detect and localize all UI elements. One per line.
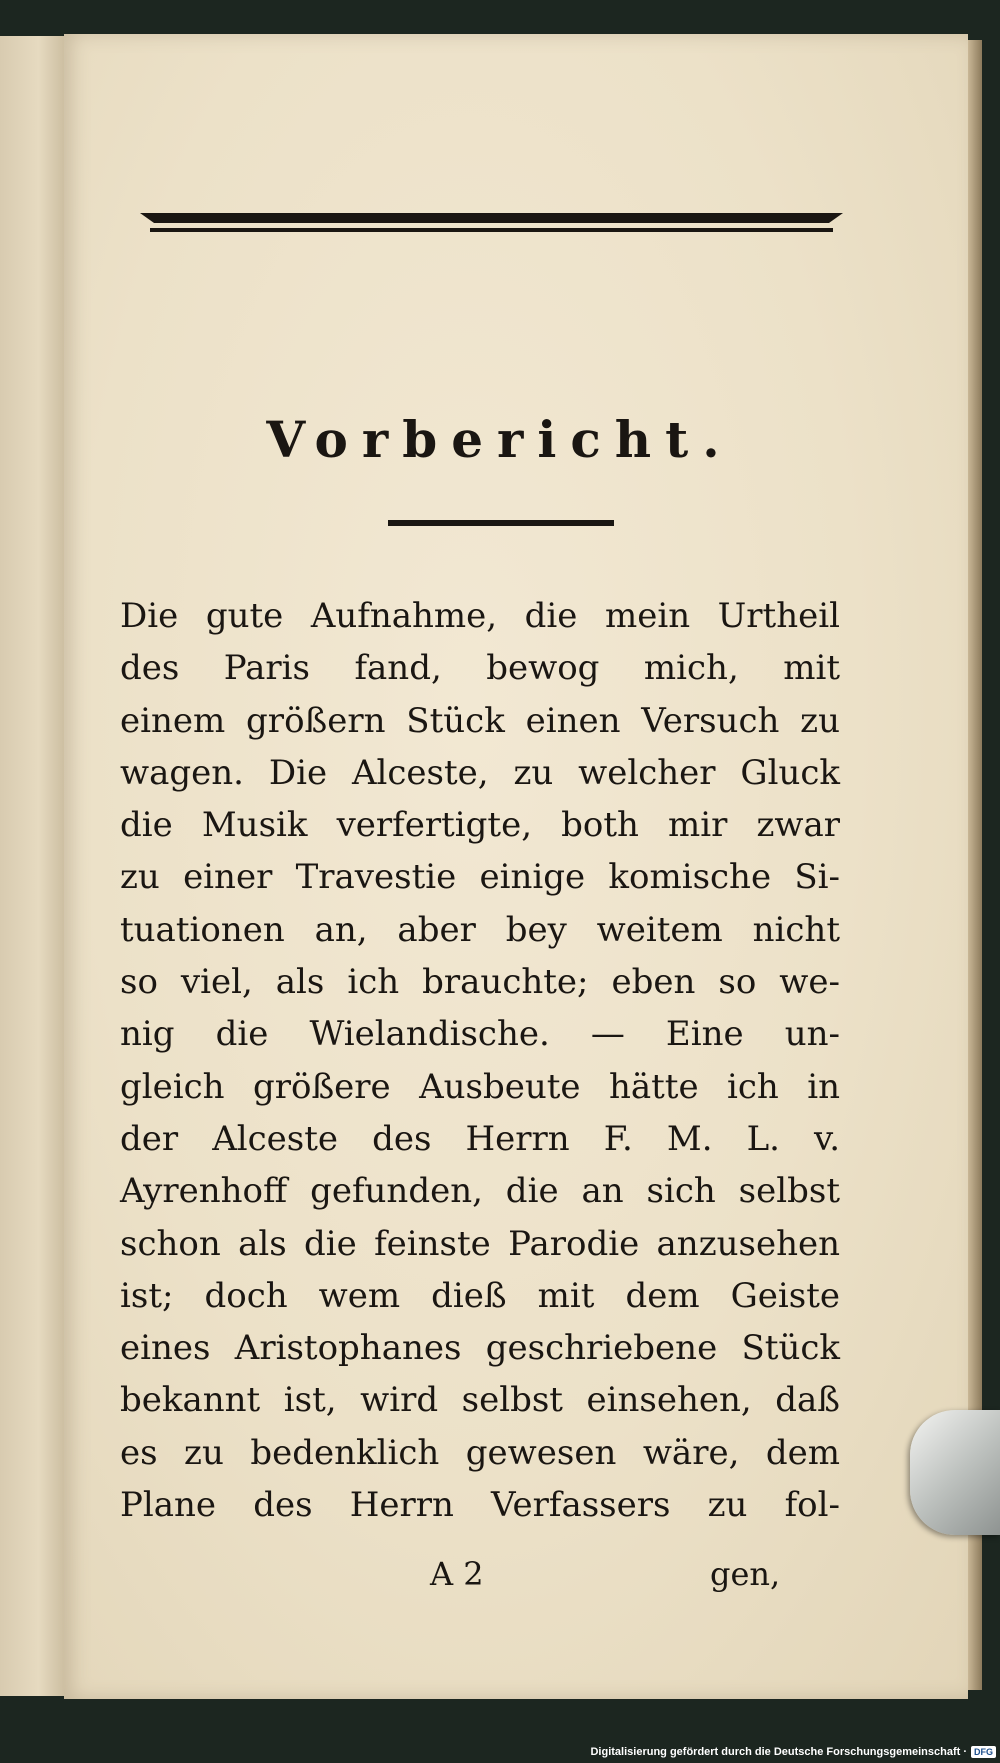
body-text bbox=[120, 590, 840, 1531]
digitization-credit bbox=[590, 1744, 996, 1760]
page-title: Vorbericht. bbox=[266, 410, 734, 469]
text-line: schon als die feinste Parodie anzusehen bbox=[120, 1223, 840, 1264]
text-line: Plane des Herrn Verfassers zu fol- bbox=[120, 1485, 840, 1526]
text-line: gleich größere Ausbeute hätte ich in bbox=[120, 1066, 840, 1107]
text-line: Die gute Aufnahme, die mein Urtheil bbox=[120, 596, 840, 636]
catchword: gen, bbox=[710, 1555, 781, 1593]
text-line: ist; doch wem dieß mit dem Geiste bbox=[120, 1275, 840, 1316]
page-clip-icon bbox=[910, 1410, 1000, 1535]
ornamental-rule-heavy bbox=[140, 213, 843, 223]
text-line: tuationen an, aber bey weitem nicht bbox=[120, 909, 840, 950]
text-line: eines Aristophanes geschriebene Stück bbox=[120, 1328, 840, 1369]
text-line: nig die Wielandische. — Eine un- bbox=[120, 1014, 840, 1055]
text-line: der Alceste des Herrn F. M. L. v. bbox=[120, 1118, 840, 1159]
signature-mark: A 2 bbox=[430, 1555, 484, 1593]
text-line: die Musik verfertigte, both mir zwar bbox=[120, 805, 840, 846]
text-line: zu einer Travestie einige komische Si- bbox=[120, 857, 840, 898]
text-line: wagen. Die Alceste, zu welcher Gluck bbox=[120, 752, 840, 793]
title-underline-rule bbox=[388, 520, 614, 526]
text-line: einem größern Stück einen Versuch zu bbox=[120, 700, 840, 741]
text-line: es zu bedenklich gewesen wäre, dem bbox=[120, 1432, 840, 1473]
dfg-logo-icon: DFG bbox=[971, 1746, 996, 1758]
credit-text: Digitalisierung gefördert durch die Deutsche Forschungsgemeinschaft · bbox=[590, 1746, 967, 1758]
text-line: bekannt ist, wird selbst einsehen, daß bbox=[120, 1380, 840, 1421]
text-line: so viel, als ich brauchte; eben so we- bbox=[120, 962, 840, 1003]
facing-page-edge bbox=[0, 36, 66, 1696]
text-line: des Paris fand, bewog mich, mit bbox=[120, 648, 840, 689]
text-line: Ayrenhoff gefunden, die an sich selbst bbox=[120, 1171, 840, 1212]
ornamental-rule-thin bbox=[150, 228, 833, 232]
